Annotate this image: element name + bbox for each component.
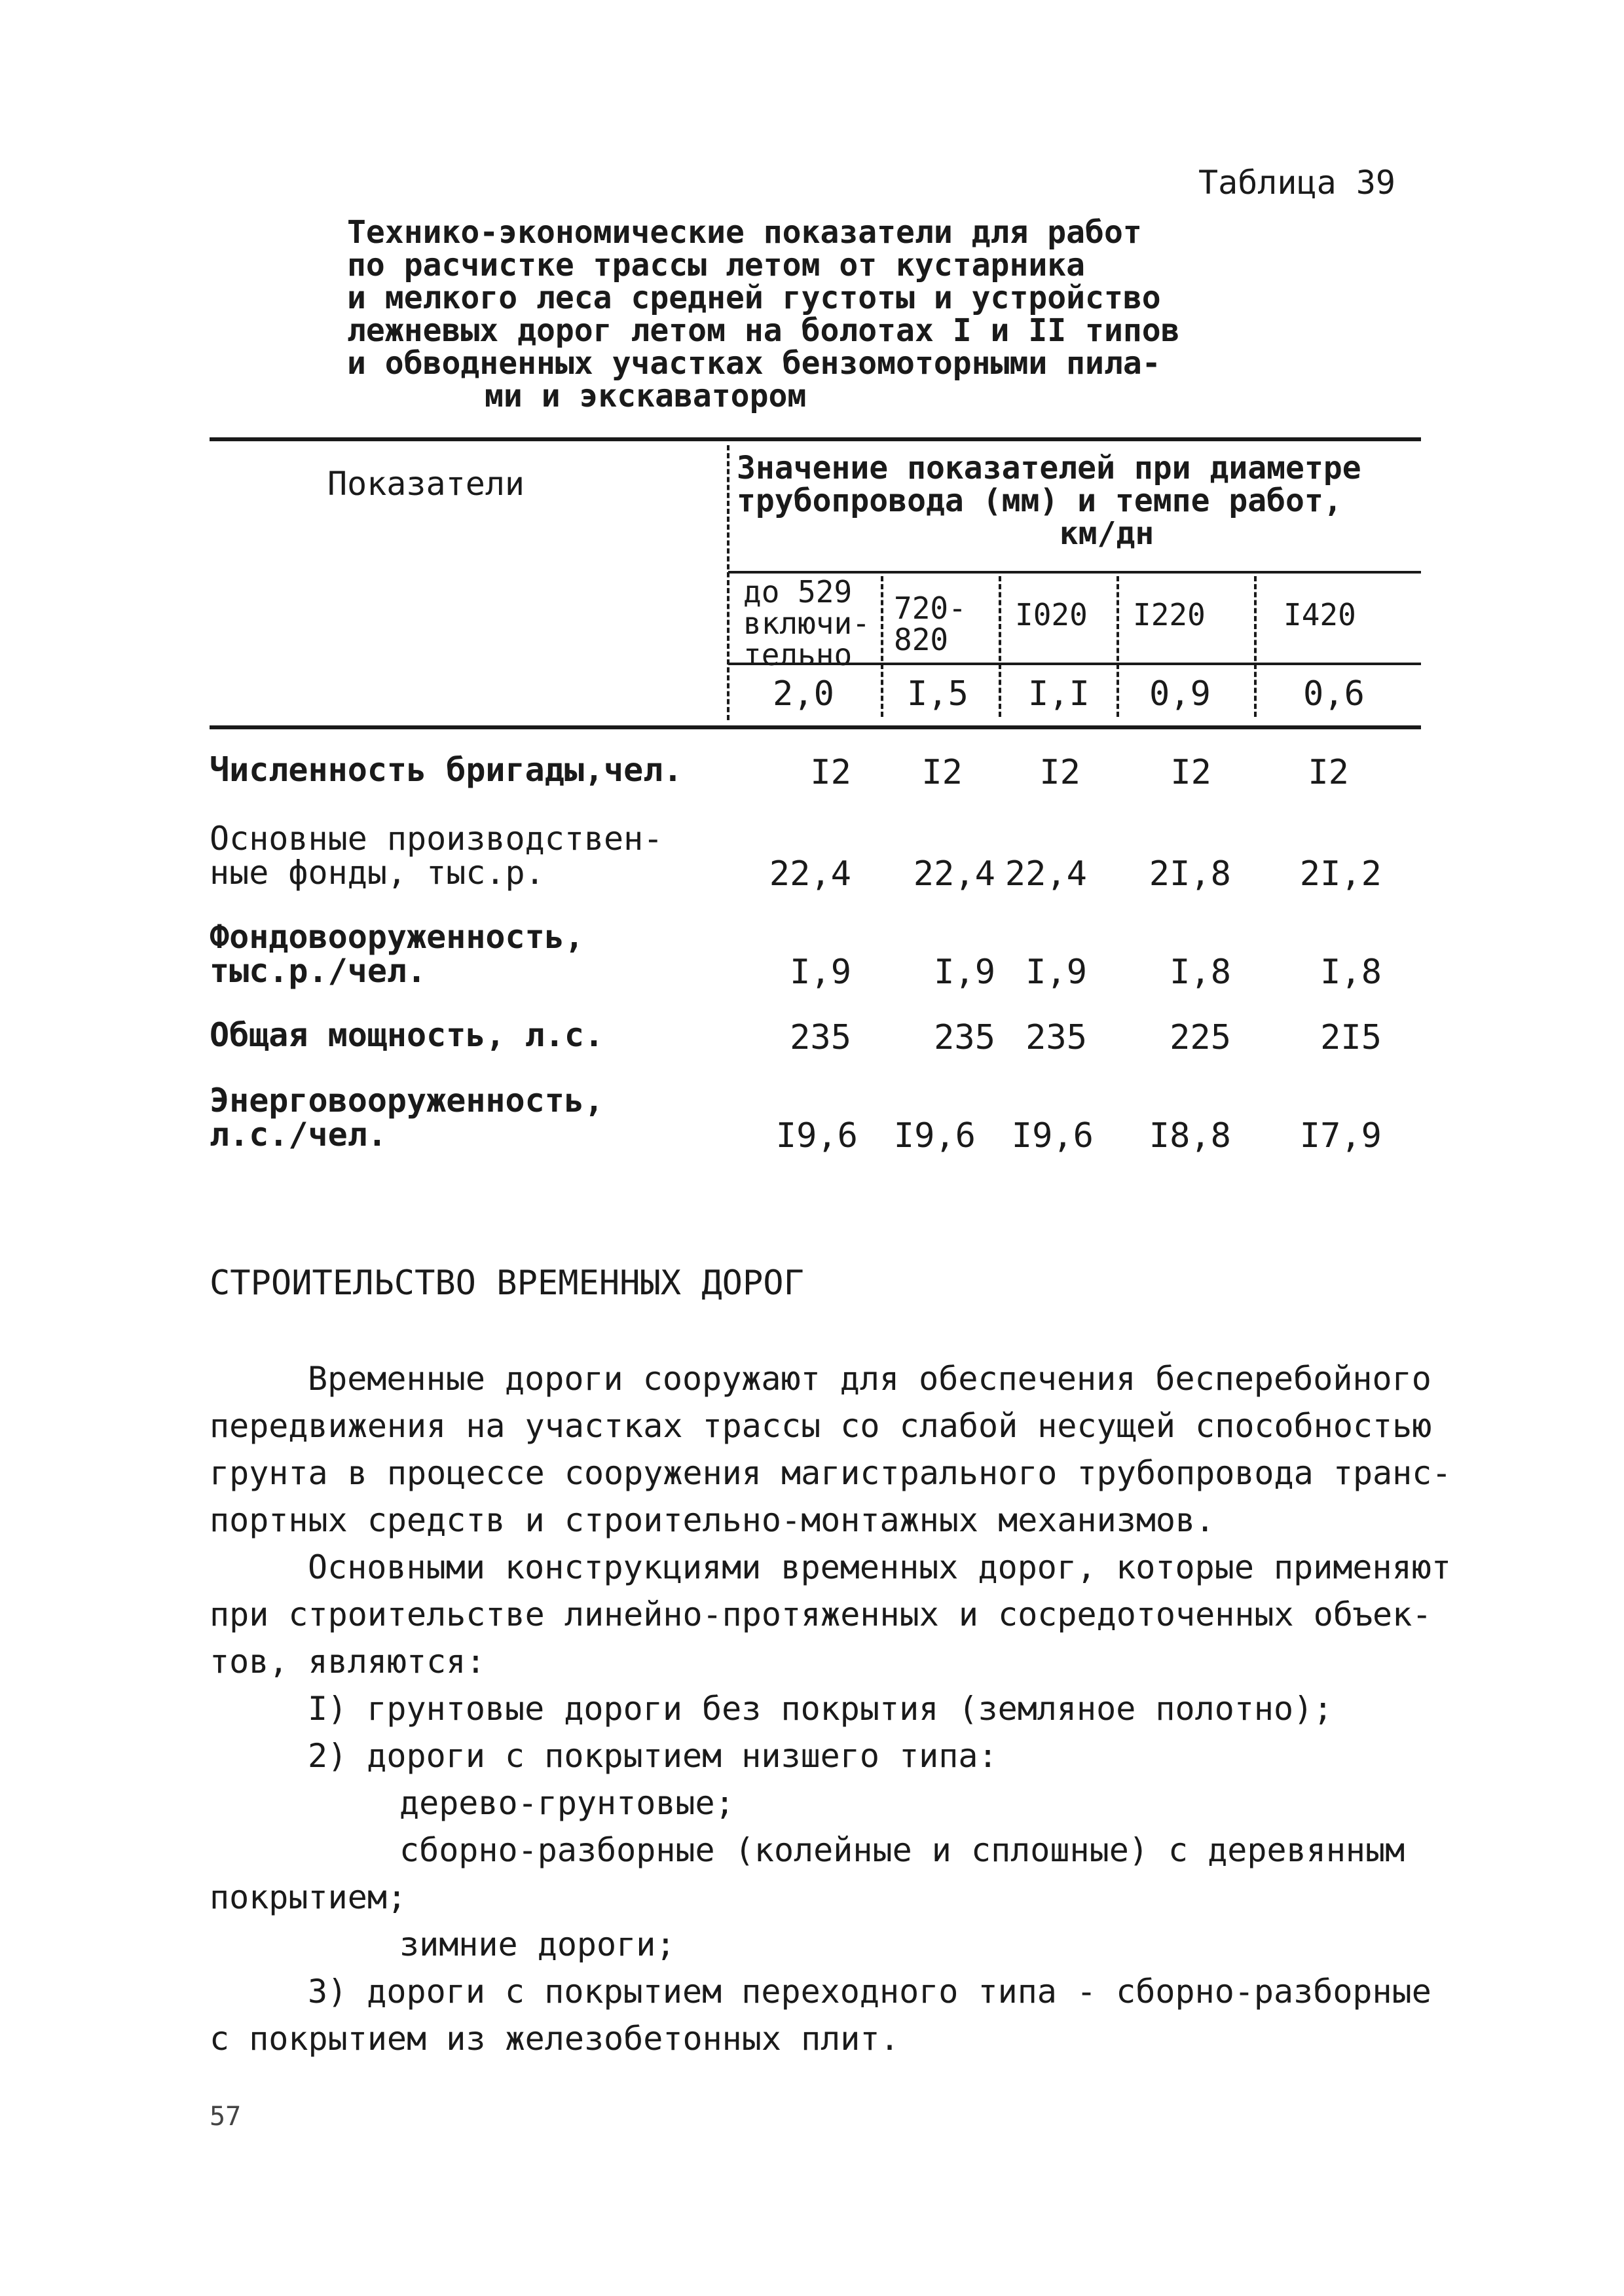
table-top-rule bbox=[210, 437, 1421, 441]
column-divider bbox=[1116, 576, 1119, 717]
cell-value: 235 bbox=[1025, 1018, 1087, 1057]
diameter-text: до 529 bbox=[743, 574, 853, 610]
cell-value: I,8 bbox=[1170, 953, 1231, 992]
cell-value: 22,4 bbox=[769, 854, 851, 894]
cell-value: I2 bbox=[1170, 753, 1211, 792]
cell-value: 235 bbox=[934, 1018, 995, 1057]
header-line: Значение показателей при диаметре bbox=[737, 450, 1361, 486]
paragraph-line: грунта в процессе сооружения магистрального трубопровода транс- bbox=[210, 1454, 1452, 1492]
paragraph-line: при строительстве линейно-протяженных и сосредоточенных объек- bbox=[210, 1595, 1432, 1633]
row-label bbox=[210, 920, 584, 988]
diameter-text: включи- bbox=[743, 606, 870, 641]
list-item: 3) дороги с покрытием переходного типа - сборно-разборные bbox=[308, 1973, 1431, 2011]
cell-value: 2I,2 bbox=[1299, 854, 1382, 894]
diameter-text: 820 bbox=[894, 622, 949, 657]
diameter-text: I420 bbox=[1283, 597, 1356, 632]
row-label-text: Основные производствен- bbox=[210, 820, 663, 858]
table-header-rule bbox=[210, 725, 1421, 729]
header-values bbox=[737, 452, 1424, 550]
diameter-text: I020 bbox=[1015, 597, 1088, 632]
cell-value: 225 bbox=[1170, 1018, 1231, 1057]
caption-line: и мелкого леса средней густоты и устройство bbox=[347, 280, 1161, 316]
caption-line: лежневых дорог летом на болотах I и II типов bbox=[347, 312, 1180, 349]
cell-value: 2I,8 bbox=[1149, 854, 1231, 894]
cell-value: I2 bbox=[810, 753, 851, 792]
row-label bbox=[210, 1084, 604, 1152]
page-number: 57 bbox=[210, 2102, 242, 2132]
row-label-text: Фондовооруженность, bbox=[210, 918, 584, 956]
diameter-text: 720- bbox=[894, 591, 967, 626]
cell-value: 2I5 bbox=[1320, 1018, 1382, 1057]
cell-value: I,9 bbox=[1025, 953, 1087, 992]
caption-line: и обводненных участках бензомоторными пила- bbox=[347, 345, 1161, 382]
row-label-text: л.с./чел. bbox=[210, 1116, 387, 1154]
cell-value: I,8 bbox=[1320, 953, 1382, 992]
header-subrule bbox=[728, 571, 1421, 574]
row-label-text: Численность бригады,чел. bbox=[210, 751, 683, 789]
column-divider bbox=[1254, 576, 1257, 717]
diameter-column-2 bbox=[894, 592, 967, 655]
header-indicators: Показатели bbox=[327, 465, 525, 503]
paragraph-line: с покрытием из железобетонных плит. bbox=[210, 2020, 900, 2058]
body-text bbox=[210, 1355, 1454, 2062]
cell-value: I9,6 bbox=[1011, 1116, 1094, 1156]
paragraph-line: Временные дороги сооружают для обеспечения бесперебойного bbox=[308, 1360, 1431, 1398]
cell-value: I2 bbox=[921, 753, 963, 792]
caption-line: ми и экскаватором bbox=[485, 378, 807, 414]
table-label: Таблица 39 bbox=[1198, 164, 1396, 202]
list-subitem: дерево-грунтовые; bbox=[399, 1784, 735, 1822]
list-subitem: зимние дороги; bbox=[399, 1925, 676, 1963]
list-item: I) грунтовые дороги без покрытия (земляное полотно); bbox=[308, 1690, 1333, 1728]
column-divider bbox=[881, 576, 883, 717]
caption-line: Технико-экономические показатели для работ bbox=[347, 214, 1142, 251]
diameter-column-4 bbox=[1133, 599, 1206, 630]
row-label bbox=[210, 753, 682, 787]
cell-value: 235 bbox=[790, 1018, 851, 1057]
paragraph-line: покрытием; bbox=[210, 1878, 407, 1916]
row-label bbox=[210, 822, 663, 890]
cell-value: I2 bbox=[1039, 753, 1080, 792]
section-title: СТРОИТЕЛЬСТВО ВРЕМЕННЫХ ДОРОГ bbox=[210, 1264, 804, 1303]
caption-line: по расчистке трассы летом от кустарника bbox=[347, 247, 1086, 283]
rate-value: 0,6 bbox=[1303, 674, 1365, 714]
rate-value: I,I bbox=[1028, 674, 1090, 714]
row-label-text: тыс.р./чел. bbox=[210, 952, 427, 990]
table-caption bbox=[347, 216, 1238, 412]
paragraph-line: передвижения на участках трассы со слабой несущей способностью bbox=[210, 1407, 1432, 1445]
diameter-text: тельно bbox=[743, 637, 853, 672]
list-subitem: сборно-разборные (колейные и сплошные) с деревянным bbox=[399, 1831, 1405, 1869]
row-label bbox=[210, 1018, 604, 1052]
cell-value: I2 bbox=[1308, 753, 1349, 792]
row-label-text: ные фонды, тыс.р. bbox=[210, 854, 545, 892]
row-label-text: Энерговооруженность, bbox=[210, 1082, 604, 1120]
cell-value: 22,4 bbox=[1005, 854, 1087, 894]
header-line: трубопровода (мм) и темпе работ, bbox=[737, 483, 1342, 519]
list-item: 2) дороги с покрытием низшего типа: bbox=[308, 1737, 998, 1775]
paragraph-line: портных средств и строительно-монтажных механизмов. bbox=[210, 1501, 1215, 1539]
header-divider bbox=[727, 445, 729, 720]
column-divider bbox=[999, 576, 1001, 717]
header-unit: км/дн bbox=[1059, 515, 1154, 552]
cell-value: I,9 bbox=[934, 953, 995, 992]
cell-value: I7,9 bbox=[1299, 1116, 1382, 1156]
rate-value: 0,9 bbox=[1149, 674, 1211, 714]
row-label-text: Общая мощность, л.с. bbox=[210, 1016, 604, 1054]
diameter-column-1 bbox=[743, 576, 870, 670]
cell-value: I9,6 bbox=[775, 1116, 858, 1156]
diameter-column-3 bbox=[1015, 599, 1088, 630]
paragraph-line: Основными конструкциями временных дорог, которые применяют bbox=[308, 1548, 1451, 1586]
diameter-column-5 bbox=[1283, 599, 1356, 630]
rate-value: 2,0 bbox=[773, 674, 834, 714]
paragraph-line: тов, являются: bbox=[210, 1643, 486, 1681]
cell-value: 22,4 bbox=[913, 854, 995, 894]
diameter-text: I220 bbox=[1133, 597, 1206, 632]
cell-value: I,9 bbox=[790, 953, 851, 992]
cell-value: I9,6 bbox=[893, 1116, 976, 1156]
rate-value: I,5 bbox=[907, 674, 969, 714]
cell-value: I8,8 bbox=[1149, 1116, 1231, 1156]
